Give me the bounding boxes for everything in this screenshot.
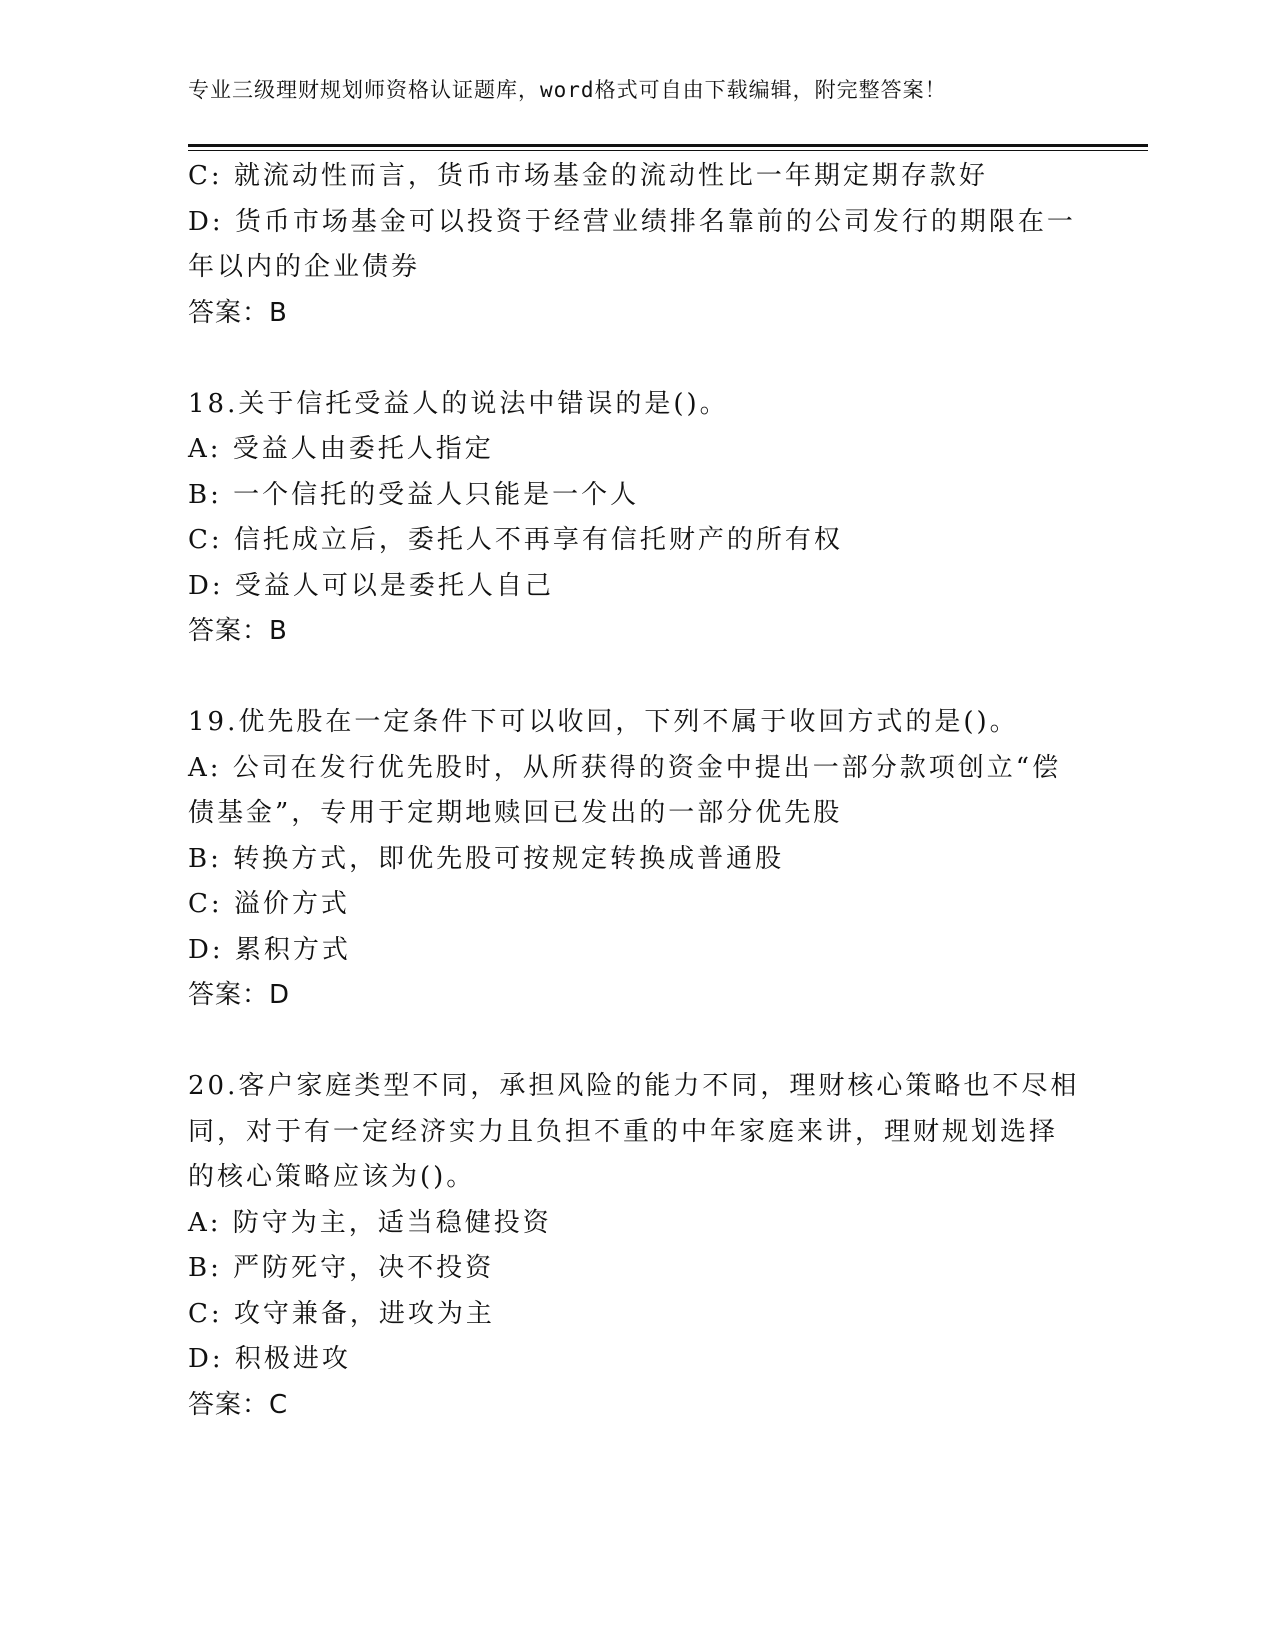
option-a: A: 公司在发行优先股时，从所获得的资金中提出一部分款项创立“偿 — [188, 752, 1062, 783]
question-stem-line-2: 同，对于有一定经济实力且负担不重的中年家庭来讲，理财规划选择 — [188, 1116, 1059, 1147]
answer-line: 答案：C — [188, 1389, 289, 1420]
page-header: 专业三级理财规划师资格认证题库，word格式可自由下载编辑，附完整答案！ — [188, 78, 947, 102]
option-a: A: 防守为主，适当稳健投资 — [188, 1207, 552, 1238]
option-d: D: 受益人可以是委托人自己 — [188, 570, 554, 601]
answer-line: 答案：D — [188, 980, 291, 1010]
option-d-continued: 年以内的企业债券 — [188, 252, 421, 282]
option-c: C: 溢价方式 — [188, 889, 350, 919]
option-c: C: 攻守兼备，进攻为主 — [188, 1298, 495, 1329]
option-c: C: 就流动性而言，货币市场基金的流动性比一年期定期存款好 — [188, 161, 988, 191]
option-b: B: 严防死守，决不投资 — [188, 1253, 495, 1283]
question-stem: 18.关于信托受益人的说法中错误的是()。 — [188, 388, 729, 419]
header-rule-thick — [188, 144, 1148, 147]
question-stem: 19.优先股在一定条件下可以收回，下列不属于收回方式的是()。 — [188, 707, 1019, 737]
answer-line: 答案：B — [188, 616, 288, 646]
question-stem-line-1: 20.客户家庭类型不同，承担风险的能力不同，理财核心策略也不尽相 — [188, 1071, 1080, 1101]
spacer — [188, 655, 1088, 701]
option-d: D: 积极进攻 — [188, 1344, 351, 1374]
question-19 — [188, 700, 1088, 1019]
question-20 — [188, 1064, 1088, 1428]
question-stem-line-3: 的核心策略应该为()。 — [188, 1162, 476, 1192]
question-17-continuation — [188, 154, 1088, 336]
spacer — [188, 1019, 1088, 1065]
answer-line: 答案：B — [188, 297, 288, 328]
option-d: D: 货币市场基金可以投资于经营业绩排名靠前的公司发行的期限在一 — [188, 206, 1076, 237]
option-a-continued: 债基金”，专用于定期地赎回已发出的一部分优先股 — [188, 798, 843, 828]
option-b: B: 一个信托的受益人只能是一个人 — [188, 479, 640, 510]
option-a: A: 受益人由委托人指定 — [188, 434, 494, 464]
option-b: B: 转换方式，即优先股可按规定转换成普通股 — [188, 843, 785, 874]
spacer — [188, 336, 1088, 382]
question-18 — [188, 382, 1088, 655]
question-content — [188, 154, 1088, 1428]
header-rule-thin — [188, 150, 1148, 151]
option-d: D: 累积方式 — [188, 934, 351, 965]
option-c: C: 信托成立后，委托人不再享有信托财产的所有权 — [188, 525, 843, 555]
